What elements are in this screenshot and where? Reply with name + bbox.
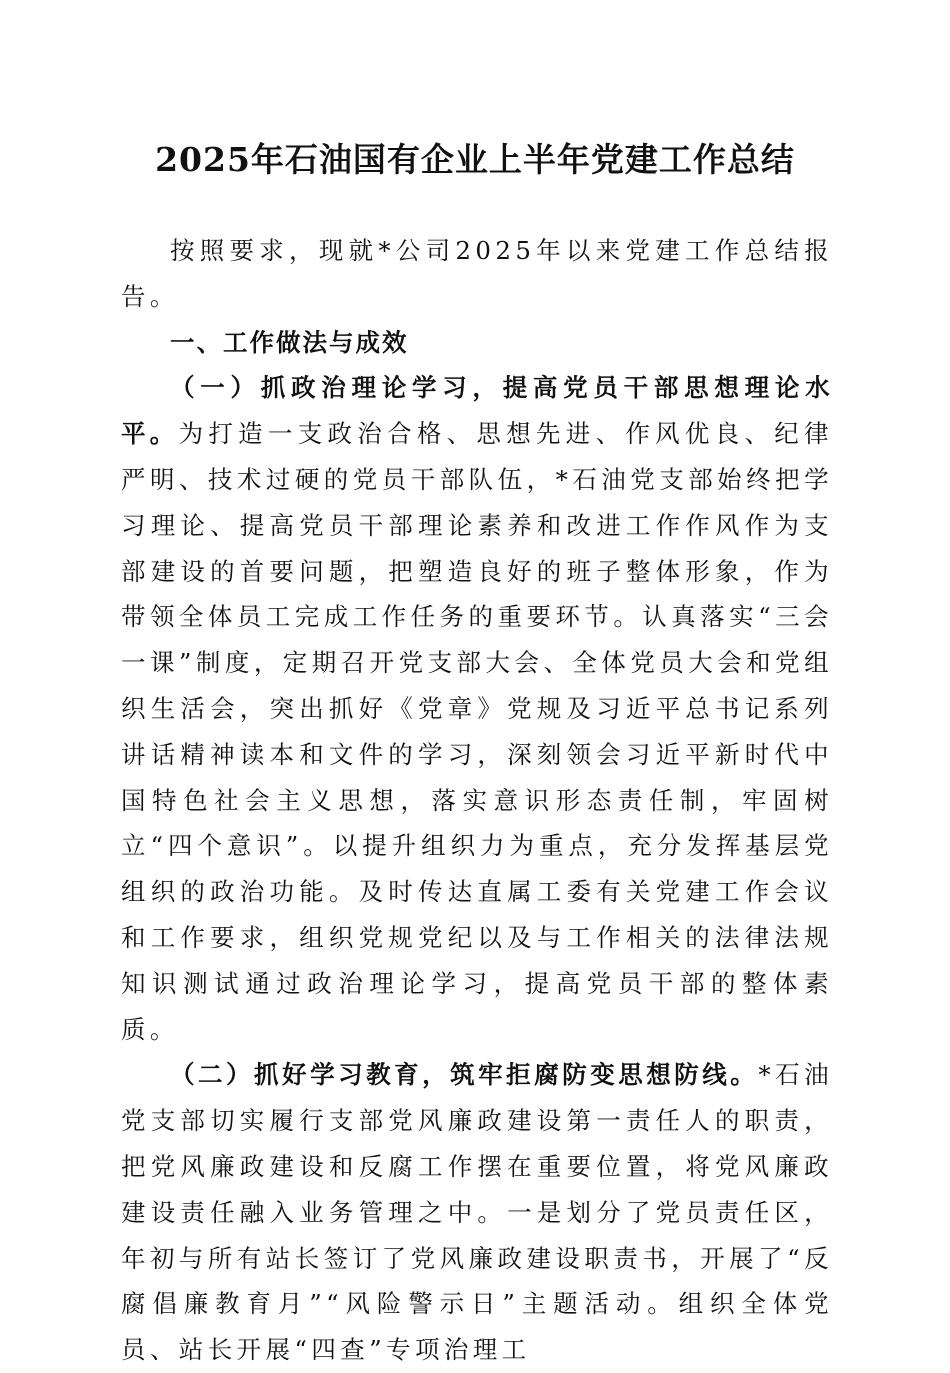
paragraph-2-text: *石油党支部切实履行支部党风廉政建设第一责任人的职责，把党风廉政建设和反腐工作摆在重要位置，将党风廉政建设责任融入业务管理之中。一是划分了党员责任区，年初与所有站长签订了党风廉政建设职责书，开展了“反腐倡廉教育月”“风险警示日”主题活动。组织全体党员、站长开展“四查”专项治理工: [121, 1060, 833, 1365]
paragraph-2-lead: （二）抓好学习教育，筑牢拒腐防变思想防线。: [170, 1060, 759, 1090]
paragraph-1-text: 为打造一支政治合格、思想先进、作风优良、纪律严明、技术过硬的党员干部队伍，*石油党支部始终把学习理论、提高党员干部理论素养和改进工作作风作为支部建设的首要问题，把塑造良好的班子整体形象，作为带领全体员工完成工作任务的重要环节。认真落实“三会一课”制度，定期召开党支部大会、全体党员大会和党组织生活会，突出抓好《党章》党规及习近平总书记系列讲话精神读本和文件的学习，深刻领会习近平新时代中国特色社会主义思想，落实意识形态责任制，牢固树立“四个意识”。以提升组织力为重点，充分发挥基层党组织的政治功能。及时传达直属工委有关党建工作会议和工作要求，组织党规党纪以及与工作相关的法律法规知识测试通过政治理论学习，提高党员干部的整体素质。: [121, 419, 833, 1044]
document-title: 2025年石油国有企业上半年党建工作总结: [155, 140, 795, 179]
paragraph-2: [121, 1052, 833, 1373]
document-body: [121, 228, 833, 1373]
section-heading: 一、工作做法与成效: [170, 327, 409, 357]
paragraph-1-lead: （一）抓政治理论学习，提高党员干部思想理论水平。: [121, 373, 833, 449]
intro-paragraph: 按照要求，现就*公司2025年以来党建工作总结报告。: [121, 236, 833, 311]
paragraph-1: [121, 365, 833, 1052]
